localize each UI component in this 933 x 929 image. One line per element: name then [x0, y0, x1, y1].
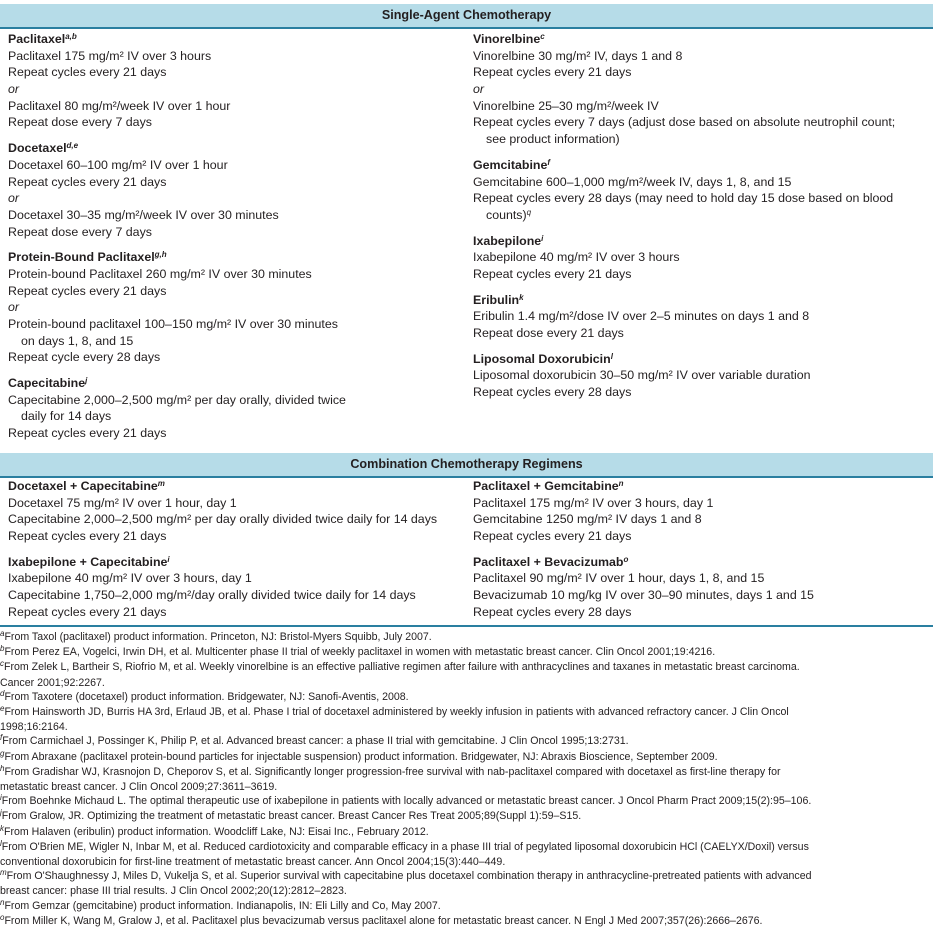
single-agent-header: Single-Agent Chemotherapy	[0, 4, 933, 27]
or-separator: or	[8, 82, 20, 97]
footnote: $^i$From Boehnke Michaud L. The optimal therapeutic use of ixabepilone in patients with locally advanced or metastatic breast cancer. J Oncol Pharm Pract 2009;15(2):95–106.	[0, 793, 812, 808]
footnote-mark: i	[167, 554, 170, 564]
footnote-mark: f	[547, 157, 551, 167]
footnote-mark: g	[0, 748, 5, 758]
footnote: $^m$From O'Shaughnessy J, Miles D, Vukelja S, et al. Superior survival with capecitabine plus docetaxel combination therapy in anthracycline-pretreated patients with advanced breast cancer: phase III trial results. J Clin Oncol 2002;20(12):2812–2823.	[0, 869, 925, 898]
regimen-title: Capecitabine$^j$	[8, 376, 88, 391]
regimen-line: Eribulin 1.4 mg/m²/dose IV over 2–5 minutes on days 1 and 8	[473, 309, 810, 324]
footnote: $^h$From Gradishar WJ, Krasnojon D, Cheporov S, et al. Significantly longer progression-free survival with nab-paclitaxel compared with docetaxel as first-line therapy for metastatic breast cancer. J Clin Oncol 2009;27:3611–3619.	[0, 765, 925, 794]
regimen-line: Repeat cycles every 21 days	[473, 529, 632, 544]
footnote-mark: m	[157, 479, 165, 488]
footnote-mark: n	[618, 479, 624, 488]
regimen-line: Docetaxel 75 mg/m² IV over 1 hour, day 1	[8, 495, 237, 510]
footnote: $^d$From Taxotere (docetaxel) product information. Bridgewater, NJ: Sanofi-Aventis, 2008.	[0, 688, 409, 703]
footnote-mark: i	[0, 793, 2, 803]
regimen-line: Paclitaxel 175 mg/m² IV over 3 hours	[8, 48, 212, 63]
regimen-line: Capecitabine 1,750–2,000 mg/m²/day orally divided twice daily for 14 days	[8, 588, 416, 603]
regimen-line: Repeat cycles every 28 days	[473, 385, 632, 400]
regimen-section	[8, 478, 468, 545]
regimen-section	[473, 233, 928, 283]
regimen-line: Capecitabine 2,000–2,500 mg/m² per day orally divided twice daily for 14 days	[8, 512, 438, 527]
regimen-line: Docetaxel 60–100 mg/m² IV over 1 hour	[8, 157, 228, 172]
regimen-title: Vinorelbine$^c$	[473, 32, 545, 46]
footnote-mark: n	[0, 897, 5, 907]
footnotes	[0, 630, 925, 929]
footnote-mark: c	[540, 32, 545, 41]
footnote: $^f$From Carmichael J, Possinger K, Philip P, et al. Advanced breast cancer: a phase II trial with gemcitabine. J Clin Oncol 1995;13:2731.	[0, 733, 629, 748]
footnote-mark: j	[85, 376, 88, 386]
footnote-mark: d	[0, 688, 5, 698]
footnote: $^o$From Miller K, Wang M, Gralow J, et al. Paclitaxel plus bevacizumab versus paclitaxel alone for metastatic breast cancer. N Engl J Med 2007;357(26):2666–2676.	[0, 912, 763, 927]
regimen-section	[8, 554, 468, 621]
regimen-line: on days 1, 8, and 15	[21, 333, 134, 348]
footnote-mark: e	[0, 704, 5, 714]
regimen-section	[8, 140, 458, 240]
footnote-mark: h	[0, 763, 5, 773]
or-separator: or	[8, 191, 20, 206]
regimen-title: Ixabepilone + Capecitabine$^i$	[8, 554, 170, 569]
regimen-title: Protein-Bound Paclitaxel$^{g,h}$	[8, 250, 167, 265]
regimen-line: Bevacizumab 10 mg/kg IV over 30–90 minutes, days 1 and 15	[473, 588, 814, 603]
regimen-line: Vinorelbine 30 mg/m² IV, days 1 and 8	[473, 48, 683, 63]
regimen-line: Gemcitabine 600–1,000 mg/m²/week IV, days 1, 8, and 15	[473, 174, 792, 189]
regimen-line: counts)$^q$	[486, 207, 532, 222]
regimen-title: Docetaxel + Capecitabine$^m$	[8, 479, 165, 493]
footnote-continuation: breast cancer: phase III trial results. J Clin Oncol 2002;20(12):2812–2823.	[0, 885, 347, 898]
regimen-line: Repeat dose every 21 days	[473, 326, 624, 340]
regimen-title: Paclitaxel$^{a,b}$	[8, 32, 77, 46]
regimen-section	[473, 478, 928, 545]
footnote: $^k$From Halaven (eribulin) product information. Woodcliff Lake, NJ: Eisai Inc., February 2012.	[0, 823, 429, 838]
footnote-mark: b	[0, 644, 5, 654]
regimen-line: Repeat dose every 7 days	[8, 115, 152, 130]
regimen-line: Liposomal doxorubicin 30–50 mg/m² IV over variable duration	[473, 368, 811, 383]
regimen-line: Repeat cycles every 21 days	[8, 174, 167, 189]
footnote: $^n$From Gemzar (gemcitabine) product information. Indianapolis, IN: Eli Lilly and Co, May 2007.	[0, 897, 441, 912]
footnote-mark: l	[0, 838, 2, 848]
single-agent-left-column	[8, 31, 458, 451]
regimen-line: Repeat cycles every 21 days	[8, 426, 167, 441]
regimen-line: Repeat cycles every 21 days	[8, 65, 167, 80]
header-rule	[0, 27, 933, 29]
regimen-title: Liposomal Doxorubicin$^l$	[473, 351, 613, 366]
regimen-line: Ixabepilone 40 mg/m² IV over 3 hours, day 1	[8, 571, 252, 586]
regimen-section	[8, 31, 458, 131]
regimen-line: Docetaxel 30–35 mg/m²/week IV over 30 minutes	[8, 207, 279, 222]
footnote: $^l$From O'Brien ME, Wigler N, Inbar M, et al. Reduced cardiotoxicity and comparable efficacy in a phase III trial of pegylated liposomal doxorubicin HCl (CAELYX/Doxil) versus conventional doxorubicin for first-line treatment of metastatic breast cancer. Ann Oncol 2004;15(3):440–449.	[0, 840, 925, 869]
combination-right-column	[473, 478, 928, 630]
regimen-line: Paclitaxel 90 mg/m² IV over 1 hour, days 1, 8, and 15	[473, 571, 765, 586]
footnote-mark: j	[0, 808, 2, 818]
regimen-title: Eribulin$^k$	[473, 292, 524, 307]
regimen-line: Paclitaxel 175 mg/m² IV over 3 hours, day 1	[473, 495, 714, 510]
footnote-mark: o	[623, 554, 629, 564]
regimen-section	[473, 554, 928, 621]
single-agent-right-column	[473, 31, 928, 410]
footnote: $^g$From Abraxane (paclitaxel protein-bound particles for injectable suspension) product information. Bridgewater, NJ: Abraxis Bioscience, September 2009.	[0, 748, 718, 763]
regimen-line: Paclitaxel 80 mg/m²/week IV over 1 hour	[8, 98, 231, 113]
regimen-section	[8, 249, 458, 366]
combination-left-column	[8, 478, 468, 630]
or-separator: or	[8, 300, 20, 315]
regimen-line: Capecitabine 2,000–2,500 mg/m² per day orally, divided twice	[8, 392, 346, 407]
regimen-line: Repeat cycles every 21 days	[8, 529, 167, 544]
footnote-mark: g,h	[154, 250, 167, 260]
regimen-section	[8, 375, 458, 442]
regimen-line: daily for 14 days	[21, 409, 112, 424]
footnote-rule	[0, 625, 933, 627]
footnote-mark: i	[541, 233, 544, 243]
footnote-mark: m	[0, 868, 7, 878]
regimen-section	[473, 31, 928, 148]
regimen-title: Ixabepilone$^i$	[473, 233, 544, 248]
regimen-title: Docetaxel$^{d,e}$	[8, 141, 79, 156]
footnote-mark: k	[0, 823, 4, 833]
regimen-line: Repeat cycles every 21 days	[8, 604, 167, 619]
regimen-line: Repeat dose every 7 days	[8, 224, 152, 239]
regimen-line: Gemcitabine 1250 mg/m² IV days 1 and 8	[473, 512, 702, 527]
footnote: $^b$From Perez EA, Vogelci, Irwin DH, et al. Multicenter phase II trial of weekly paclitaxel in women with metastatic breast cancer. Clin Oncol 2001;19:4216.	[0, 644, 716, 659]
regimen-section	[473, 292, 928, 342]
footnote: $^a$From Taxol (paclitaxel) product information. Princeton, NJ: Bristol-Myers Squibb, July 2007.	[0, 629, 432, 643]
regimen-title: Paclitaxel + Gemcitabine$^n$	[473, 479, 624, 493]
footnote-continuation: metastatic breast cancer. J Clin Oncol 2009;27:3611–3619.	[0, 781, 278, 794]
regimen-line: Repeat cycles every 21 days	[8, 283, 167, 298]
footnote-mark: c	[0, 659, 4, 669]
regimen-line: Ixabepilone 40 mg/m² IV over 3 hours	[473, 250, 680, 265]
regimen-line: Vinorelbine 25–30 mg/m²/week IV	[473, 98, 659, 113]
footnote: $^e$From Hainsworth JD, Burris HA 3rd, Erlaud JB, et al. Phase I trial of docetaxel administered by weekly infusion in patients with advanced refractory cancer. J Clin Oncol 1998;16:2164.	[0, 705, 925, 734]
regimen-line: see product information)	[486, 132, 620, 147]
or-separator: or	[473, 82, 485, 97]
regimen-section	[473, 351, 928, 401]
footnote: $^j$From Gralow, JR. Optimizing the treatment of metastatic breast cancer. Breast Cancer Res Treat 2005;89(Suppl 1):59–S15.	[0, 808, 582, 823]
regimen-line: Repeat cycles every 28 days (may need to hold day 15 dose based on blood	[473, 191, 894, 206]
footnote-mark: q	[526, 207, 532, 217]
regimen-line: Repeat cycles every 7 days (adjust dose based on absolute neutrophil count;	[473, 115, 896, 130]
footnote-continuation: conventional doxorubicin for first-line treatment of metastatic breast cancer. Ann Oncol 2004;15(3):440–449.	[0, 856, 506, 869]
footnote-mark: a,b	[65, 32, 77, 41]
combination-header: Combination Chemotherapy Regimens	[0, 453, 933, 476]
regimen-line: Repeat cycles every 28 days	[473, 604, 632, 619]
regimen-line: Protein-bound paclitaxel 100–150 mg/m² IV over 30 minutes	[8, 317, 338, 331]
regimen-title: Paclitaxel + Bevacizumab$^o$	[473, 554, 629, 569]
regimen-line: Repeat cycles every 21 days	[473, 65, 632, 80]
footnote-mark: k	[519, 292, 524, 302]
regimen-line: Protein-bound Paclitaxel 260 mg/m² IV over 30 minutes	[8, 266, 312, 281]
regimen-line: Repeat cycle every 28 days	[8, 350, 161, 365]
footnote: $^c$From Zelek L, Bartheir S, Riofrio M, et al. Weekly vinorelbine is an effective palliative regimen after failure with anthracyclines and taxanes in metastatic breast carcinoma. Cancer 2001;92:2267.	[0, 660, 925, 689]
regimen-line: Repeat cycles every 21 days	[473, 266, 632, 281]
footnote-continuation: Cancer 2001;92:2267.	[0, 676, 105, 689]
regimen-section	[473, 157, 928, 224]
footnote-mark: d,e	[66, 141, 79, 151]
footnote-mark: f	[0, 733, 3, 743]
footnote-continuation: 1998;16:2164.	[0, 721, 68, 734]
footnote-mark: o	[0, 912, 5, 922]
regimen-title: Gemcitabine$^f$	[473, 157, 551, 172]
footnote-mark: l	[610, 351, 613, 361]
footnote-mark: a	[0, 629, 5, 638]
